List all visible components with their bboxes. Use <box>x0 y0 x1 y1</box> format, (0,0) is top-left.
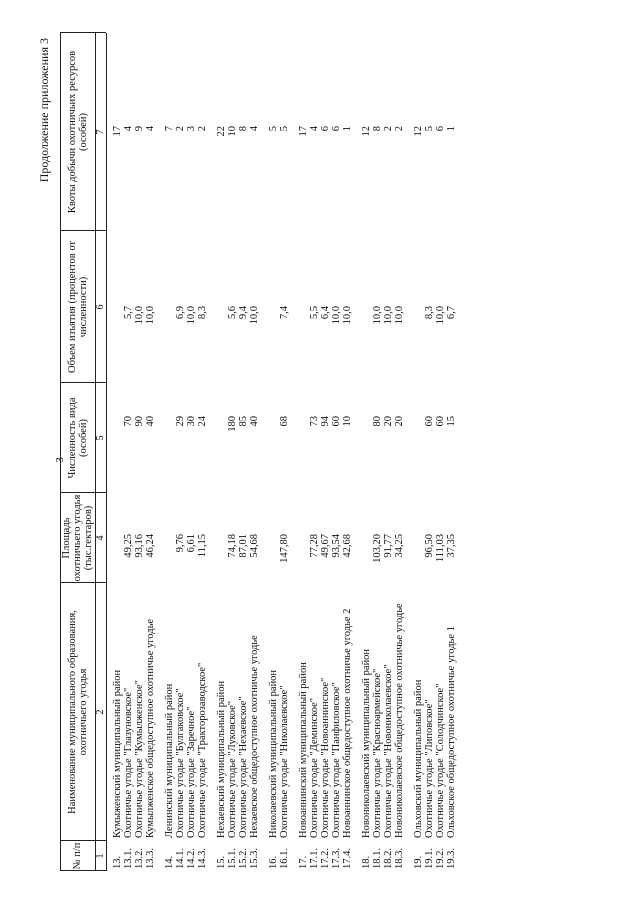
table-row <box>372 33 383 871</box>
row-quota: 6 <box>331 126 342 132</box>
row-quota: 5 <box>279 126 290 132</box>
row-population: 10 <box>342 416 353 427</box>
table-row <box>123 33 134 871</box>
row-number: 15.3. <box>249 848 260 869</box>
row-name: Охотничье угодье "Николаевское" <box>279 685 290 838</box>
row-name: Охотничье угодье "Луковское" <box>227 700 238 838</box>
row-name: Нехаевское общедоступное охотничье угодье <box>249 635 260 838</box>
row-name: Охотничье угодье "Заречное" <box>186 706 197 838</box>
row-number: 15. <box>216 855 227 869</box>
row-name: Новоаннинское общедоступное охотничье угодье 2 <box>342 608 353 838</box>
row-quota: 12 <box>413 126 424 137</box>
table-row <box>413 33 424 871</box>
row-removal-percent: 10,0 <box>186 306 197 325</box>
row-quota: 2 <box>394 126 405 132</box>
row-population: 60 <box>435 416 446 427</box>
table-row <box>227 33 238 871</box>
row-number: 18.2. <box>383 848 394 869</box>
col-number-6: 6 <box>95 304 106 310</box>
row-quota: 3 <box>186 126 197 132</box>
table-row <box>112 33 123 871</box>
table-row <box>320 33 331 871</box>
row-number: 17. <box>298 855 309 869</box>
row-name: Охотничье угодье "Липовское" <box>424 699 435 838</box>
header-bottom-border <box>106 33 107 871</box>
row-removal-percent: 10,0 <box>134 306 145 325</box>
row-population: 30 <box>186 416 197 427</box>
quota-table <box>60 33 608 871</box>
row-removal-percent: 10,0 <box>249 306 260 325</box>
row-removal-percent: 10,0 <box>372 306 383 325</box>
row-quota: 6 <box>435 126 446 132</box>
row-name: Охотничье угодье "Булгаковское" <box>175 688 186 838</box>
header-population: Численность вида (особей) <box>66 397 89 479</box>
row-number: 19. <box>413 855 424 869</box>
row-number: 19.2. <box>435 848 446 869</box>
row-quota: 9 <box>134 126 145 132</box>
row-name: Нехаевский муниципальный район <box>216 680 227 838</box>
row-number: 18.3. <box>394 848 405 869</box>
table-row <box>309 33 320 871</box>
row-population: 20 <box>383 416 394 427</box>
row-quota: 4 <box>123 126 134 132</box>
row-removal-percent: 10,0 <box>383 306 394 325</box>
row-quota: 1 <box>342 126 353 132</box>
row-area: 46,24 <box>145 534 156 558</box>
row-population: 24 <box>197 416 208 427</box>
row-number: 17.2. <box>320 848 331 869</box>
row-population: 85 <box>238 416 249 427</box>
row-quota: 5 <box>424 126 435 132</box>
row-population: 60 <box>424 416 435 427</box>
row-removal-percent: 5,7 <box>123 306 134 320</box>
header-num: № п/п <box>72 842 83 870</box>
row-population: 40 <box>145 416 156 427</box>
row-quota: 7 <box>164 126 175 132</box>
col-number-5: 5 <box>95 435 106 441</box>
table-row <box>186 33 197 871</box>
row-area: 9,76 <box>175 534 186 553</box>
row-population: 94 <box>320 416 331 427</box>
row-quota: 1 <box>446 126 457 132</box>
row-name: Кумыженский муниципальный район <box>112 669 123 838</box>
row-quota: 5 <box>268 126 279 132</box>
col-number-1: 1 <box>95 853 106 859</box>
table-row <box>164 33 175 871</box>
row-area: 74,18 <box>227 534 238 558</box>
row-quota: 4 <box>309 126 320 132</box>
row-population: 40 <box>249 416 260 427</box>
row-number: 18. <box>361 855 372 869</box>
table-row <box>342 33 353 871</box>
row-removal-percent: 10,0 <box>435 306 446 325</box>
header-name: Наименование муниципального образования, охотничьего угодья <box>66 610 89 814</box>
table-row <box>331 33 342 871</box>
row-population: 80 <box>372 416 383 427</box>
row-name: Кумылженское общедоступное охотничье угодье <box>145 618 156 838</box>
row-removal-percent: 10,0 <box>342 306 353 325</box>
row-number: 13. <box>112 855 123 869</box>
table-row <box>361 33 372 871</box>
row-area: 37,35 <box>446 534 457 558</box>
row-area: 87,01 <box>238 534 249 558</box>
row-removal-percent: 5,5 <box>309 306 320 320</box>
row-population: 68 <box>279 416 290 427</box>
row-name: Охотничье угодье "Глазуновское" <box>123 687 134 838</box>
row-quota: 8 <box>372 126 383 132</box>
row-population: 70 <box>123 416 134 427</box>
row-number: 17.4. <box>342 848 353 869</box>
row-removal-percent: 10,0 <box>331 306 342 325</box>
continuation-note: Продолжение приложения 3 <box>37 38 51 183</box>
row-quota: 17 <box>112 126 123 137</box>
col-number-2: 2 <box>95 709 106 715</box>
row-name: Охотничье угодье "Солодчинское" <box>435 683 446 838</box>
row-number: 14.2. <box>186 848 197 869</box>
row-name: Новониколаевское общедоступное охотничье угодье <box>394 603 405 838</box>
row-population: 180 <box>227 416 238 432</box>
row-area: 34,25 <box>394 534 405 558</box>
row-quota: 2 <box>197 126 208 132</box>
table-row <box>197 33 208 871</box>
table-row <box>175 33 186 871</box>
table-row <box>394 33 405 871</box>
row-name: Охотничье угодье "Нехаевское" <box>238 696 249 838</box>
col-number-4: 4 <box>95 535 106 541</box>
table-row <box>134 33 145 871</box>
row-population: 60 <box>331 416 342 427</box>
header-area: Площадь охотничьего угодья (тыс.гектаров) <box>61 494 94 582</box>
row-removal-percent: 7,4 <box>279 306 290 320</box>
row-quota: 2 <box>175 126 186 132</box>
row-name: Охотничье угодье "Панфиловское" <box>331 682 342 838</box>
row-number: 17.1. <box>309 848 320 869</box>
row-area: 93,16 <box>134 534 145 558</box>
row-population: 20 <box>394 416 405 427</box>
row-number: 16. <box>268 855 279 869</box>
row-removal-percent: 8,3 <box>424 306 435 320</box>
row-area: 6,61 <box>186 534 197 553</box>
row-area: 111,03 <box>435 534 446 563</box>
table-row <box>298 33 309 871</box>
row-quota: 22 <box>216 126 227 137</box>
row-name: Ольховский муниципальный район <box>413 679 424 838</box>
table-row <box>435 33 446 871</box>
row-removal-percent: 10,0 <box>145 306 156 325</box>
row-population: 90 <box>134 416 145 427</box>
row-area: 54,68 <box>249 534 260 558</box>
row-removal-percent: 6,4 <box>320 306 331 320</box>
row-quota: 2 <box>383 126 394 132</box>
row-area: 93,54 <box>331 534 342 558</box>
row-number: 15.1. <box>227 848 238 869</box>
row-quota: 4 <box>249 126 260 132</box>
table-row <box>383 33 394 871</box>
row-area: 91,77 <box>383 534 394 558</box>
row-quota: 12 <box>361 126 372 137</box>
header-removal-percent: Объем изъятия (процентов от численности) <box>66 240 89 374</box>
row-quota: 17 <box>298 126 309 137</box>
row-quota: 4 <box>145 126 156 132</box>
table-row <box>424 33 435 871</box>
row-number: 13.2. <box>134 848 145 869</box>
table-row <box>145 33 156 871</box>
col-number-7: 7 <box>95 129 106 135</box>
row-area: 11,15 <box>197 534 208 558</box>
row-number: 14.3. <box>197 848 208 869</box>
row-name: Охотничье угодье "Кумылженское" <box>134 680 145 838</box>
row-name: Охотничье угодье "Тракторозаводское" <box>197 662 208 838</box>
row-area: 103,20 <box>372 534 383 563</box>
row-area: 96,50 <box>424 534 435 558</box>
row-area: 77,28 <box>309 534 320 558</box>
row-removal-percent: 9,4 <box>238 306 249 320</box>
row-population: 29 <box>175 416 186 427</box>
row-name: Николаевский муниципальный район <box>268 669 279 838</box>
table-row <box>279 33 290 871</box>
row-removal-percent: 8,3 <box>197 306 208 320</box>
table-row <box>249 33 260 871</box>
row-name: Охотничье угодье "Новоаннинское" <box>320 677 331 838</box>
row-population: 73 <box>309 416 320 427</box>
row-number: 18.1. <box>372 848 383 869</box>
page-number: 3 <box>54 457 66 463</box>
row-removal-percent: 5,6 <box>227 306 238 320</box>
row-number: 15.2. <box>238 848 249 869</box>
row-number: 19.3. <box>446 848 457 869</box>
row-removal-percent: 6,9 <box>175 306 186 320</box>
row-removal-percent: 6,7 <box>446 306 457 320</box>
table-row <box>238 33 249 871</box>
row-quota: 8 <box>238 126 249 132</box>
row-quota: 6 <box>320 126 331 132</box>
table-row <box>216 33 227 871</box>
row-number: 14.1. <box>175 848 186 869</box>
row-name: Новониколаевский муниципальный район <box>361 648 372 838</box>
row-removal-percent: 10,0 <box>394 306 405 325</box>
table-row <box>446 33 457 871</box>
row-area: 147,80 <box>279 534 290 563</box>
row-area: 49,25 <box>123 534 134 558</box>
row-area: 42,68 <box>342 534 353 558</box>
row-name: Ленинский муниципальный район <box>164 683 175 838</box>
row-name: Новоаннинский муниципальный район <box>298 662 309 838</box>
row-number: 13.1. <box>123 848 134 869</box>
header-quota: Квоты добычи охотничьих ресурсов (особей) <box>66 50 89 214</box>
row-quota: 10 <box>227 126 238 137</box>
row-number: 13.3. <box>145 848 156 869</box>
row-number: 14. <box>164 855 175 869</box>
row-area: 49,67 <box>320 534 331 558</box>
row-name: Ольховское общедоступное охотничье угодье 1 <box>446 626 457 838</box>
row-name: Охотничье угодье "Деминское" <box>309 697 320 838</box>
row-population: 15 <box>446 416 457 427</box>
row-number: 17.3. <box>331 848 342 869</box>
row-number: 16.1. <box>279 848 290 869</box>
row-name: Охотничье угодье "Новониколаевское" <box>383 664 394 838</box>
row-number: 19.1. <box>424 848 435 869</box>
table-row <box>268 33 279 871</box>
row-name: Охотничье угодье "Красноармейское" <box>372 668 383 838</box>
